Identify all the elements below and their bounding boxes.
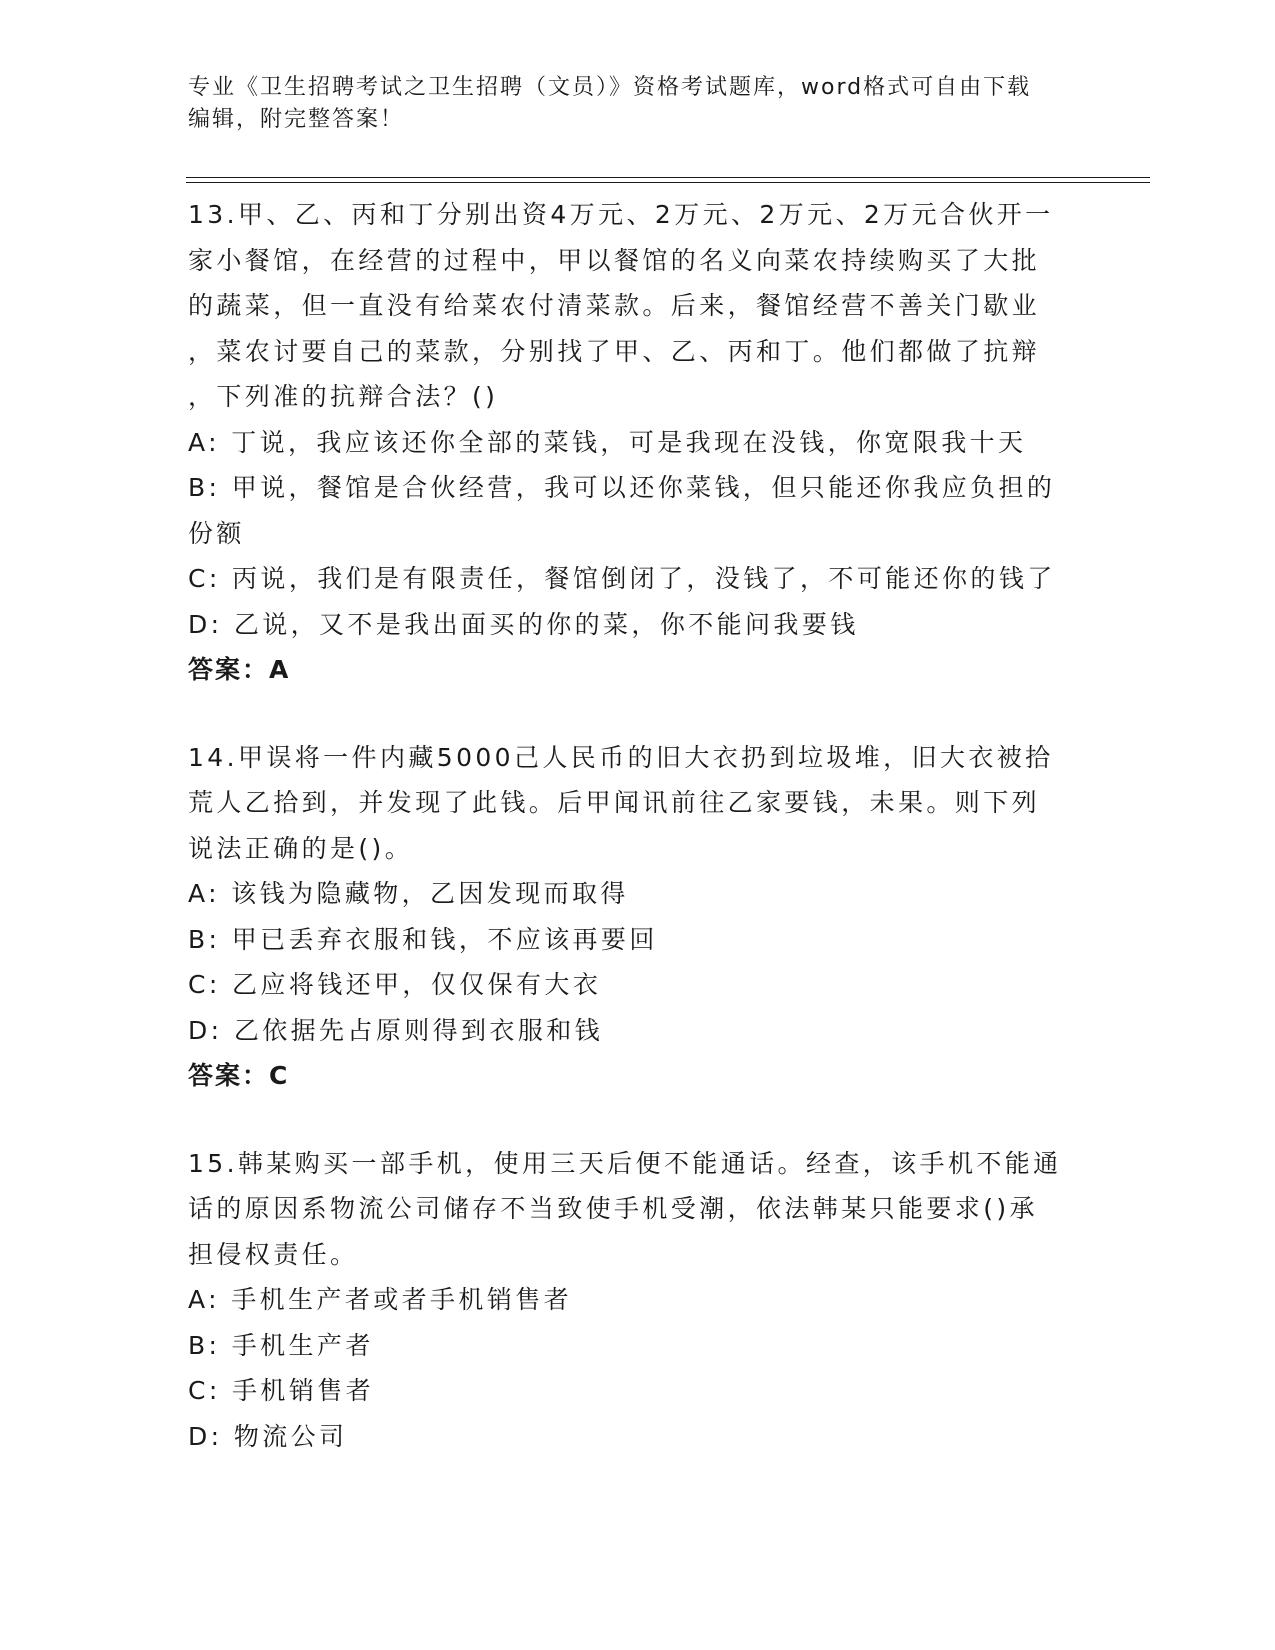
header-line-2: 编辑，附完整答案！	[188, 107, 405, 132]
question-stem	[188, 192, 1088, 420]
question-14	[188, 735, 1088, 1099]
header-line-1: 专业《卫生招聘考试之卫生招聘（文员）》资格考试题库，word格式可自由下载	[188, 75, 1032, 100]
stem-line: ，下列准的抗辩合法？()	[188, 382, 499, 411]
option-d: D: 乙说，又不是我出面买的你的菜，你不能问我要钱	[188, 609, 859, 639]
option-a: A: 手机生产者或者手机销售者	[188, 1285, 573, 1314]
option-b: B: 甲已丢弃衣服和钱，不应该再要回	[188, 924, 658, 954]
stem-line: 家小餐馆，在经营的过程中，甲以餐馆的名义向菜农持续购买了大批	[188, 245, 1041, 275]
option-c: C: 丙说，我们是有限责任，餐馆倒闭了，没钱了，不可能还你的钱了	[188, 564, 1056, 593]
question-stem	[188, 735, 1088, 872]
stem-line: 13.甲、乙、丙和丁分别出资4万元、2万元、2万元、2万元合伙开一	[188, 200, 1054, 229]
header-divider-top	[186, 177, 1150, 178]
stem-line: 14.甲误将一件内藏5000己人民币的旧大衣扔到垃圾堆，旧大衣被拾	[188, 742, 1054, 772]
question-15	[188, 1141, 1088, 1460]
stem-line: 话的原因系物流公司储存不当致使手机受潮，依法韩某只能要求()承	[188, 1194, 1038, 1223]
question-options	[188, 420, 1088, 648]
question-stem	[188, 1141, 1088, 1278]
answer-label: 答案：A	[188, 655, 291, 684]
question-options	[188, 1277, 1088, 1459]
stem-line: ，菜农讨要自己的菜款，分别找了甲、乙、丙和丁。他们都做了抗辩	[188, 336, 1041, 366]
stem-line: 担侵权责任。	[188, 1239, 359, 1269]
question-options	[188, 871, 1088, 1053]
header-divider-bottom	[186, 182, 1150, 183]
option-d: D: 物流公司	[188, 1421, 348, 1451]
question-list	[188, 192, 1088, 1501]
option-a: A: 该钱为隐藏物，乙因发现而取得	[188, 879, 629, 908]
option-c: C: 乙应将钱还甲，仅仅保有大衣	[188, 970, 602, 999]
option-b: B: 手机生产者	[188, 1330, 374, 1360]
stem-line: 荒人乙拾到，并发现了此钱。后甲闻讯前往乙家要钱，未果。则下列	[188, 788, 1041, 817]
answer-label: 答案：C	[188, 1061, 290, 1090]
stem-line: 说法正确的是()。	[188, 833, 414, 863]
option-b: B: 甲说，餐馆是合伙经营，我可以还你菜钱，但只能还你我应负担的	[188, 473, 1056, 502]
option-c: C: 手机销售者	[188, 1376, 375, 1405]
stem-line: 15.韩某购买一部手机，使用三天后便不能通话。经查，该手机不能通	[188, 1148, 1062, 1178]
option-b-continued: 份额	[188, 518, 245, 548]
document-header	[188, 72, 1088, 136]
option-d: D: 乙依据先占原则得到衣服和钱	[188, 1015, 604, 1045]
stem-line: 的蔬菜，但一直没有给菜农付清菜款。后来，餐馆经营不善关门歇业	[188, 291, 1041, 320]
option-a: A: 丁说，我应该还你全部的菜钱，可是我现在没钱，你宽限我十天	[188, 427, 1027, 457]
question-13	[188, 192, 1088, 693]
